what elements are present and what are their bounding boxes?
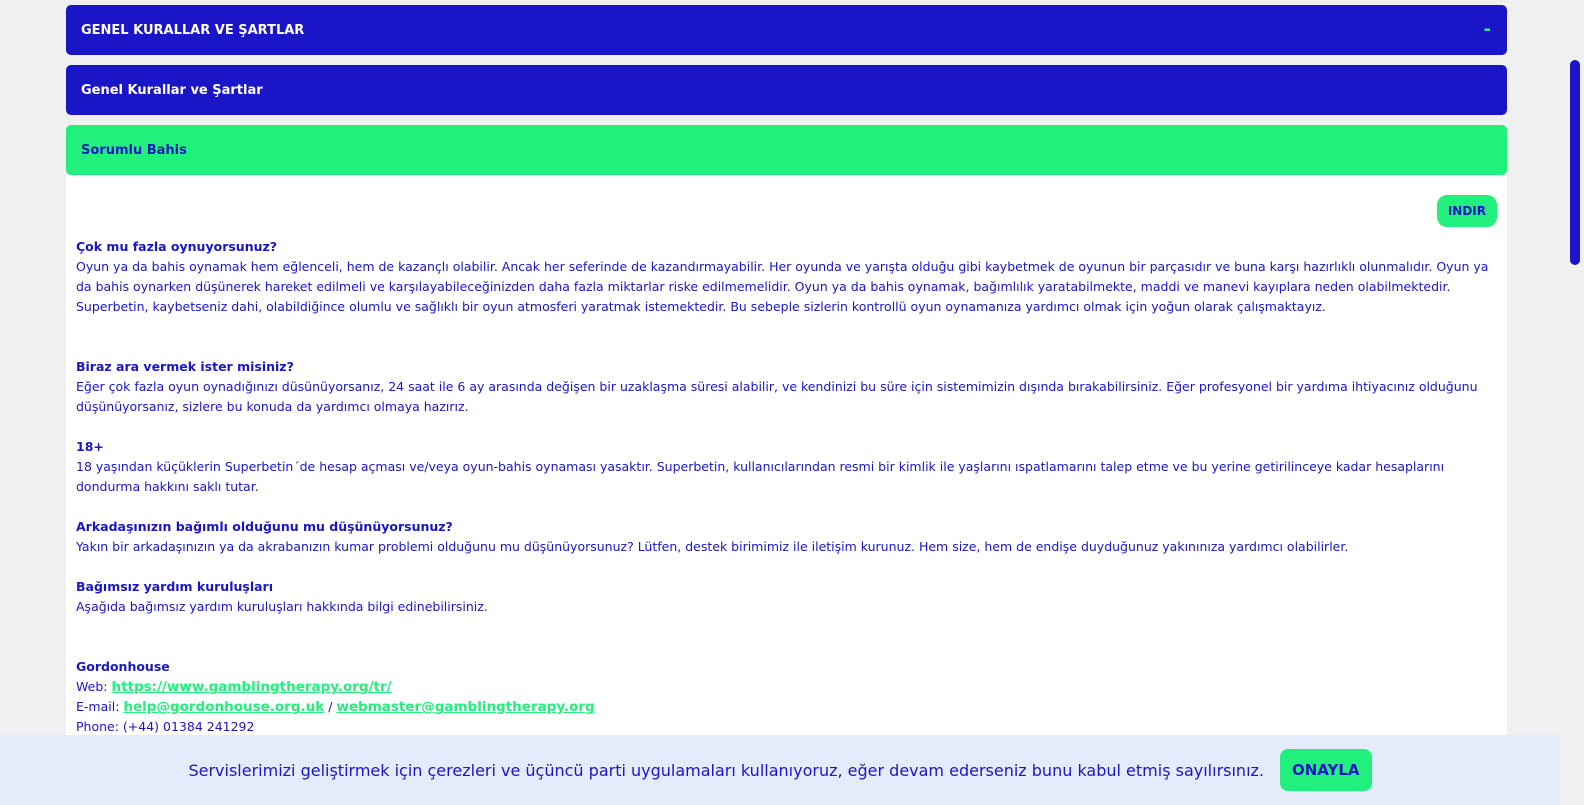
collapse-minus-icon[interactable]: - xyxy=(1483,19,1491,40)
section-body: Eğer çok fazla oyun oynadığınızı düsünüyorsanız, 24 saat ile 6 ay arasında değişen bir uzaklaşma süresi alabilir, ve kendinizi bu süre için sistemimizin dışında bırakabilirsiniz. Eğer profesyonel bir yardıma ihtiyacınız olduğunu düşünüyorsanız, sizlere bu konuda da yardımcı olmaya hazırız. xyxy=(76,379,1478,414)
download-button[interactable]: INDIR xyxy=(1437,195,1497,227)
section-take-a-break xyxy=(76,357,1497,417)
responsible-betting-panel xyxy=(66,175,1507,795)
section-independent-help xyxy=(76,577,1497,617)
email-link-primary[interactable]: help@gordonhouse.org.uk xyxy=(123,699,325,715)
section-body: Yakın bir arkadaşınızın ya da akrabanızın kumar problemi olduğunu mu düşünüyorsunuz? Lütfen, destek birimimiz ile iletişim kurunuz. Hem size, hem de endişe duyduğunuz yakınınıza yardımcı olabilirler. xyxy=(76,539,1349,554)
accordion-item-label: Genel Kurallar ve Şartlar xyxy=(81,82,263,98)
section-body: Oyun ya da bahis oynamak hem eğlenceli, hem de kazançlı olabilir. Ancak her seferinde de kazandırmayabilir. Her oyunda ve yarışta olduğu gibi kaybetmek de oyunun bir parçasıdır ve buna karşı hazırlıklı olunmalıdır. Oyun ya da bahis oynarken düşünerek hareket edilmeli ve karşılayabileceğinizden daha fazla miktarlar riske edilmemelidir. Oyun ya da bahis oynamak, bağımlılık yaratabilmekte, maddi ve manevi kayıplara neden olabilmektedir. Superbetin, kaybetseniz dahi, olabildiğince olumlu ve sağlıklı bir oyun atmosferi yaratmak istemektedir. Bu sebeple sizlerin kontrollü oyun oynamanıza yardımcı olmak için yoğun olarak çalışmaktayız. xyxy=(76,259,1489,314)
org-email-line xyxy=(76,697,1497,717)
accordion-item-label: Sorumlu Bahis xyxy=(81,142,187,158)
org-contact-block xyxy=(76,657,1497,737)
accordion-item-responsible-betting[interactable] xyxy=(66,125,1507,175)
section-title: 18+ xyxy=(76,439,104,454)
cookie-text: Servislerimizi geliştirmek için çerezleri ve üçüncü parti uygulamaları kullanıyoruz, eğer devam ederseniz bunu kabul etmiş sayılırsınız. xyxy=(188,760,1264,780)
section-friend-addicted xyxy=(76,517,1497,557)
email-label: E-mail: xyxy=(76,699,120,714)
page-scrollbar[interactable] xyxy=(1570,60,1580,265)
section-title: Biraz ara vermek ister misiniz? xyxy=(76,359,294,374)
terms-page xyxy=(66,5,1507,795)
accordion-item-general-terms[interactable] xyxy=(66,65,1507,115)
web-label: Web: xyxy=(76,679,108,694)
cookie-accept-button[interactable]: ONAYLA xyxy=(1280,749,1372,791)
section-title: Çok mu fazla oynuyorsunuz? xyxy=(76,239,278,254)
section-title: Arkadaşınızın bağımlı olduğunu mu düşünüyorsunuz? xyxy=(76,519,453,534)
section-playing-too-much xyxy=(76,237,1497,317)
section-body: Aşağıda bağımsız yardım kuruluşları hakkında bilgi edinebilirsiniz. xyxy=(76,599,488,614)
cookie-banner xyxy=(0,735,1560,805)
accordion-main-title: GENEL KURALLAR VE ŞARTLAR xyxy=(81,22,305,38)
org-phone: Phone: (+44) 01384 241292 xyxy=(76,719,255,734)
section-body: 18 yaşından küçüklerin Superbetin´de hesap açması ve/veya oyun-bahis oynaması yasaktır. Superbetin, kullanıcılarından resmi bir kimlik ile yaşlarını ıspatlamarını talep etme ve bu yerine getirilinceye kadar hesaplarını dondurma hakkını saklı tutar. xyxy=(76,459,1445,494)
web-link[interactable]: https://www.gamblingtherapy.org/tr/ xyxy=(111,679,392,695)
org-name: Gordonhouse xyxy=(76,659,170,674)
accordion-main-header[interactable] xyxy=(66,5,1507,55)
org-web-line xyxy=(76,677,1497,697)
section-age-limit xyxy=(76,437,1497,497)
section-title: Bağımsız yardım kuruluşları xyxy=(76,579,273,594)
email-link-secondary[interactable]: webmaster@gamblingtherapy.org xyxy=(336,699,595,715)
email-separator: / xyxy=(328,699,333,714)
